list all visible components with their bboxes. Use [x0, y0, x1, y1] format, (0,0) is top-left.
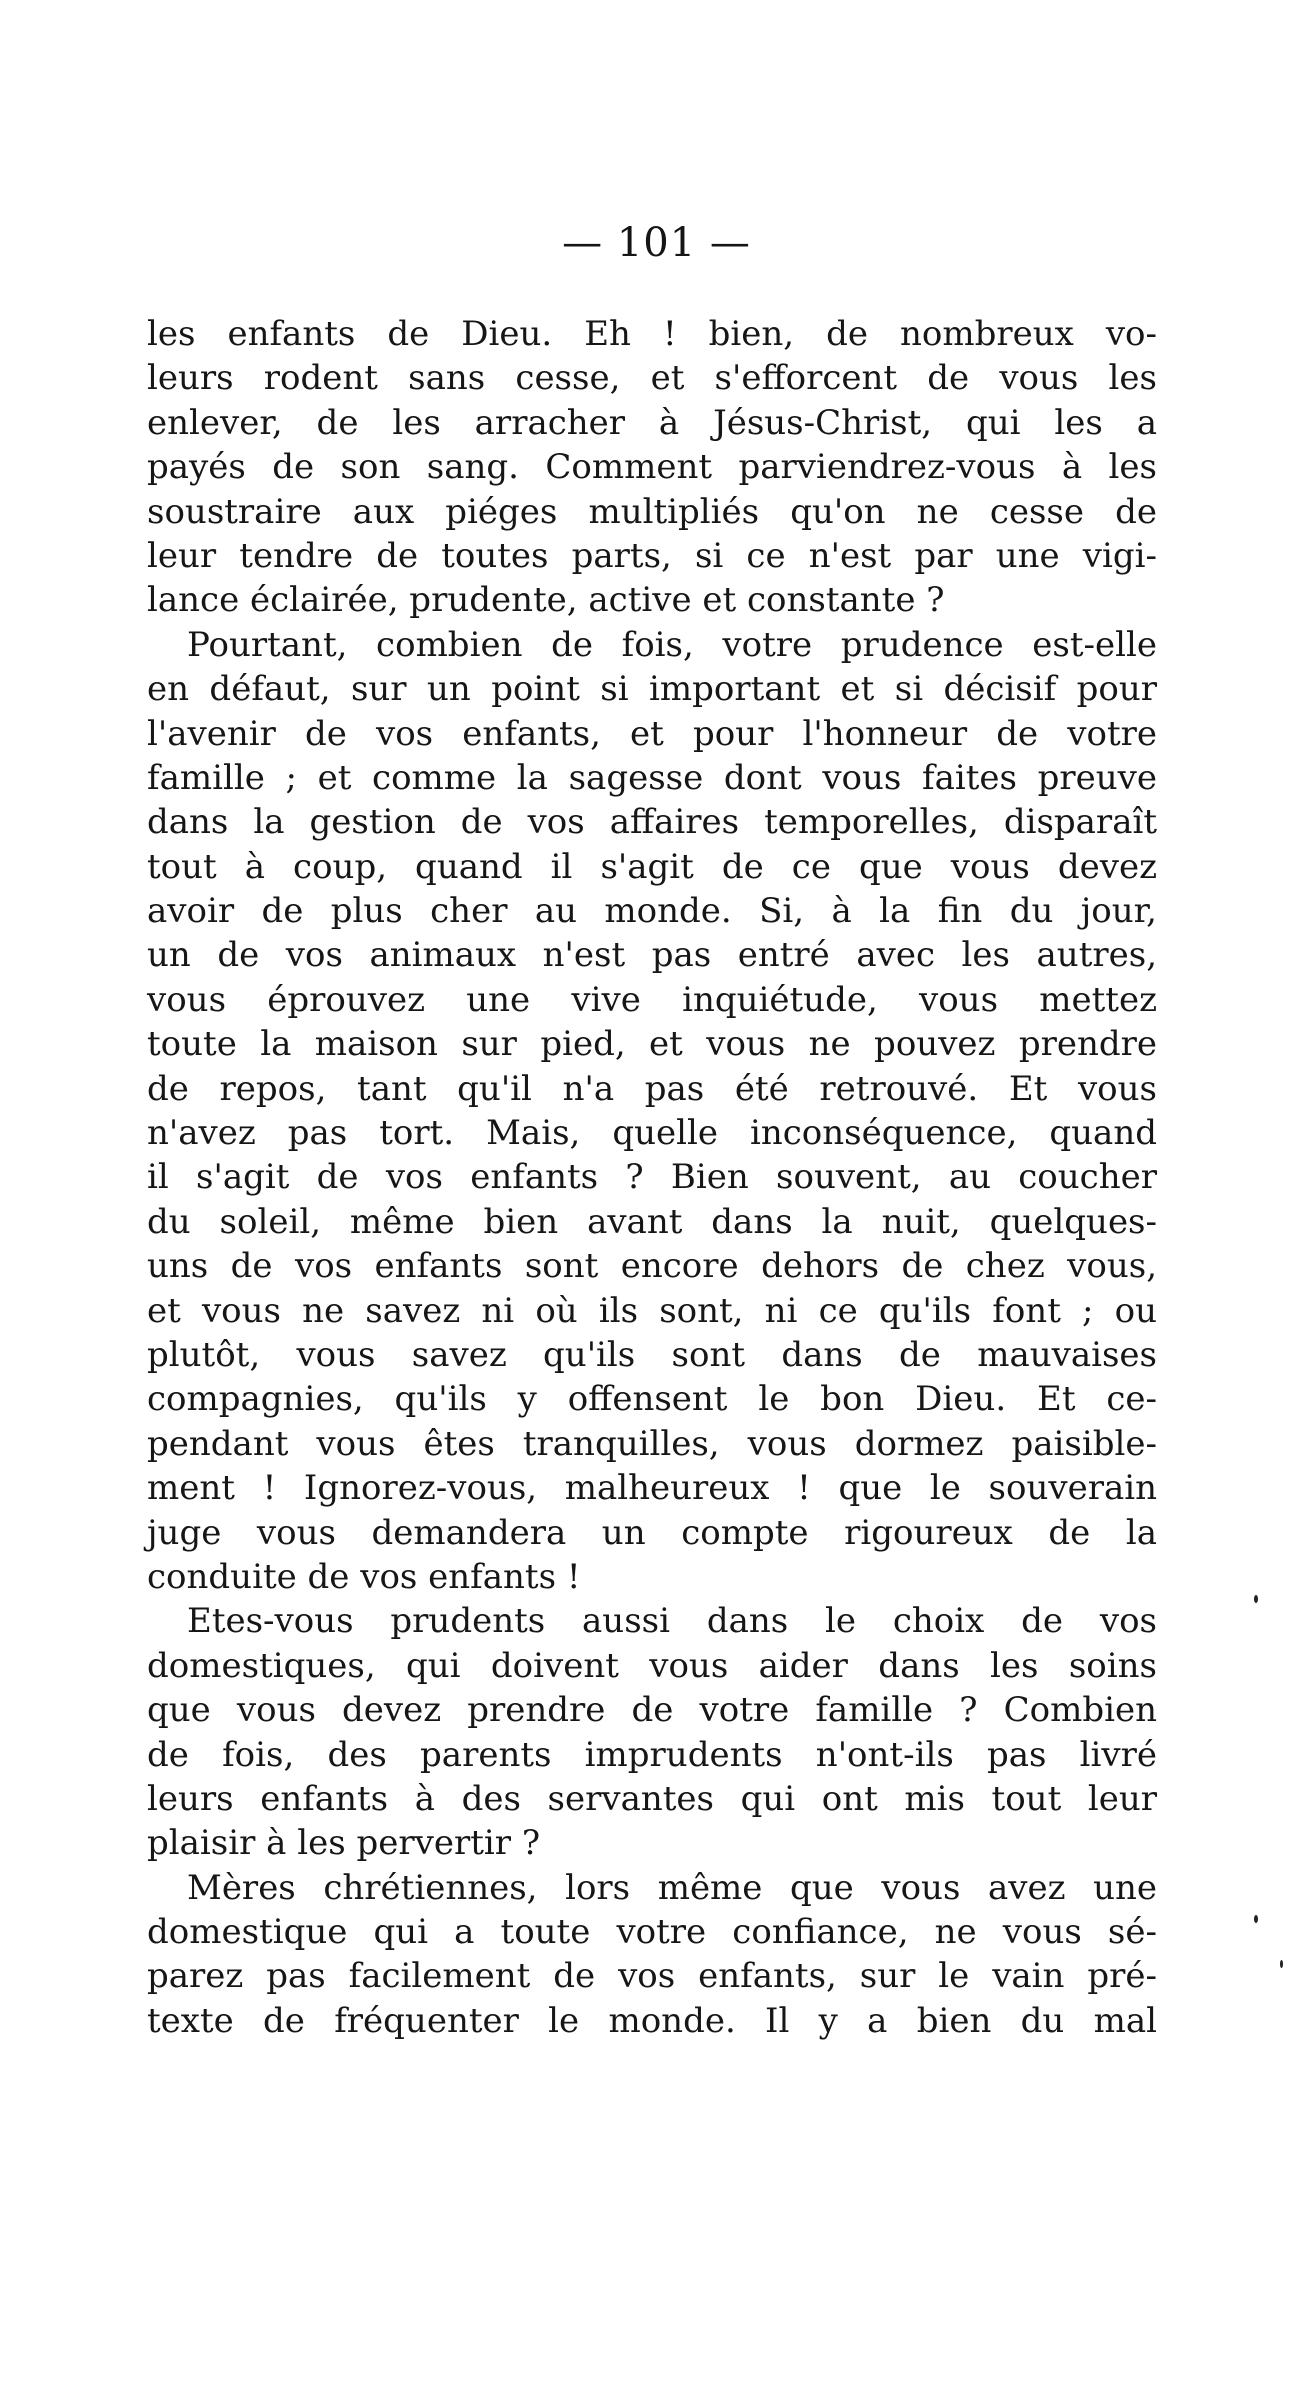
body-text	[147, 312, 1157, 2043]
text-line: n'avez pas tort. Mais, quelle inconséquence, quand	[147, 1113, 1157, 1154]
text-line: de repos, tant qu'il n'a pas été retrouvé. Et vous	[147, 1068, 1157, 1109]
page-number: — 101 —	[562, 220, 751, 266]
text-line: en défaut, sur un point si important et si décisif pour	[147, 669, 1157, 710]
text-line: juge vous demandera un compte rigoureux de la	[147, 1512, 1157, 1553]
text-line: domestiques, qui doivent vous aider dans les soins	[147, 1645, 1157, 1686]
text-line: et vous ne savez ni où ils sont, ni ce qu'ils font ; ou	[147, 1290, 1157, 1331]
text-line: toute la maison sur pied, et vous ne pouvez prendre	[147, 1024, 1157, 1065]
text-line: il s'agit de vos enfants ? Bien souvent, au coucher	[147, 1157, 1157, 1198]
text-line: Mères chrétiennes, lors même que vous avez une	[187, 1867, 1157, 1908]
text-line: dans la gestion de vos affaires temporelles, disparaît	[147, 802, 1157, 843]
text-line: un de vos animaux n'est pas entré avec les autres,	[147, 935, 1157, 976]
text-line: pendant vous êtes tranquilles, vous dormez paisible-	[147, 1423, 1157, 1464]
text-line: de fois, des parents imprudents n'ont-ils pas livré	[147, 1734, 1157, 1775]
text-line: conduite de vos enfants !	[147, 1556, 581, 1597]
text-line: famille ; et comme la sagesse dont vous faites preuve	[147, 757, 1157, 798]
scan-speck	[1254, 1595, 1258, 1603]
text-line: plutôt, vous savez qu'ils sont dans de mauvaises	[147, 1334, 1157, 1375]
scan-speck	[1280, 1960, 1283, 1968]
text-line: que vous devez prendre de votre famille ? Combien	[147, 1690, 1157, 1731]
text-line: soustraire aux piéges multipliés qu'on ne cesse de	[147, 491, 1157, 532]
text-line: leurs enfants à des servantes qui ont mis tout leur	[147, 1778, 1157, 1819]
text-line: payés de son sang. Comment parviendrez-vous à les	[147, 447, 1157, 488]
text-line: compagnies, qu'ils y offensent le bon Dieu. Et ce-	[147, 1379, 1157, 1420]
text-line: texte de fréquenter le monde. Il y a bien du mal	[147, 2000, 1157, 2041]
text-line: leur tendre de toutes parts, si ce n'est par une vigi-	[147, 535, 1157, 576]
text-line: tout à coup, quand il s'agit de ce que vous devez	[147, 846, 1157, 887]
text-line: leurs rodent sans cesse, et s'efforcent de vous les	[147, 358, 1157, 399]
text-line: Pourtant, combien de fois, votre prudence est-elle	[187, 624, 1157, 665]
text-line: enlever, de les arracher à Jésus-Christ, qui les a	[147, 402, 1157, 443]
text-line: avoir de plus cher au monde. Si, à la fin du jour,	[147, 891, 1157, 932]
text-line: du soleil, même bien avant dans la nuit, quelques-	[147, 1201, 1157, 1242]
text-line: parez pas facilement de vos enfants, sur le vain pré-	[147, 1956, 1157, 1997]
text-line: domestique qui a toute votre confiance, ne vous sé-	[147, 1912, 1157, 1953]
text-line: ment ! Ignorez-vous, malheureux ! que le souverain	[147, 1468, 1157, 1509]
text-line: lance éclairée, prudente, active et constante ?	[147, 580, 945, 621]
text-line: les enfants de Dieu. Eh ! bien, de nombreux vo-	[147, 314, 1157, 354]
text-line: l'avenir de vos enfants, et pour l'honneur de votre	[147, 713, 1157, 754]
text-line: uns de vos enfants sont encore dehors de chez vous,	[147, 1246, 1157, 1287]
scan-speck	[1254, 1915, 1258, 1923]
text-line: plaisir à les pervertir ?	[147, 1823, 541, 1864]
text-line: vous éprouvez une vive inquiétude, vous mettez	[147, 979, 1157, 1020]
text-line: Etes-vous prudents aussi dans le choix de vos	[187, 1601, 1157, 1642]
